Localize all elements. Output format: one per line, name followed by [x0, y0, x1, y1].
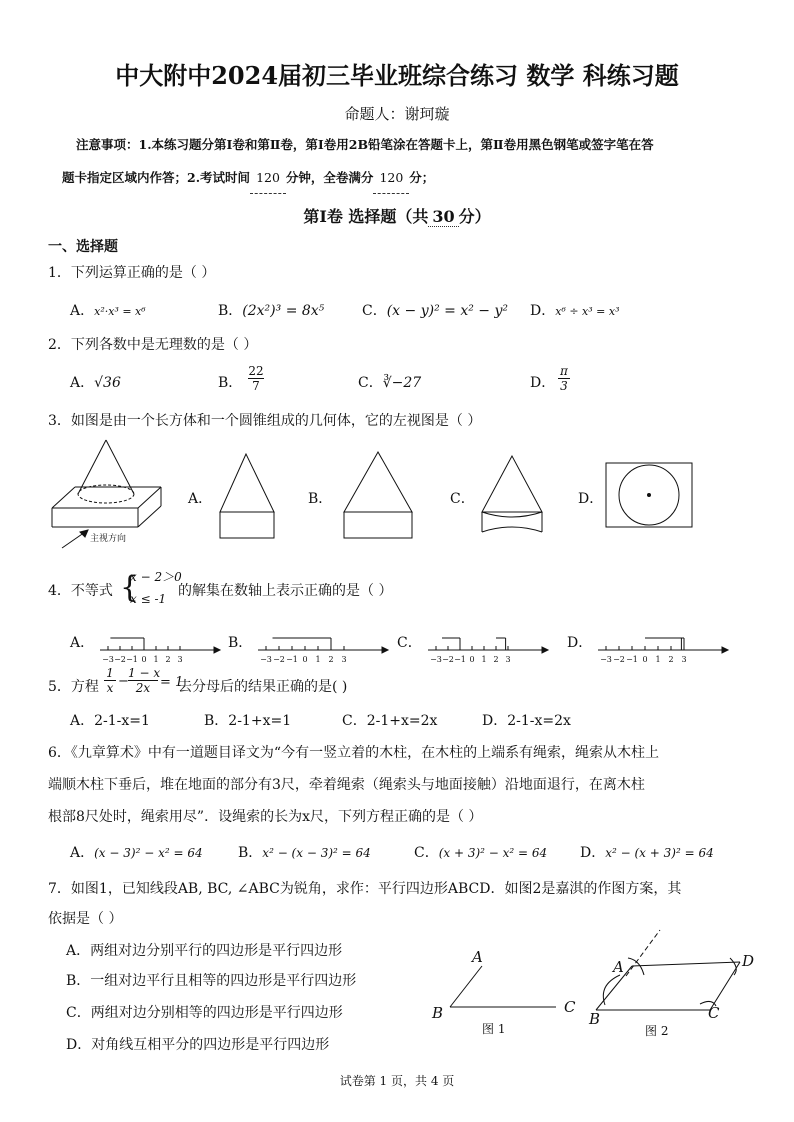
author-line: 命题人：谢珂璇 — [344, 105, 450, 123]
section-suffix: 分） — [458, 207, 491, 226]
q7-fig2-point-d: D — [742, 952, 755, 970]
full-score-value: 120 — [373, 163, 409, 194]
q6-line-1: 6．《九章算术》中有一道题目译文为“今有一竖立着的木柱，在木柱的上端系有绳索，绳索从木柱上 — [48, 745, 660, 761]
part-heading: 一、选择题 — [48, 239, 118, 255]
notice-text-a: 题卡指定区域内作答；2.考试时间 — [62, 170, 251, 185]
q4-tick-label-d: −2 — [613, 655, 625, 664]
q5-option-c: C．2-1+x=2x — [342, 713, 438, 729]
q7-line-2: 依据是（ ） — [48, 911, 123, 927]
q5-minus: − — [118, 674, 129, 689]
q4-inequality-2: x ≤ -1 — [130, 592, 167, 606]
q1-d-label: D． — [530, 303, 556, 319]
q1-a-expr: x²·x³ = x⁶ — [94, 305, 146, 318]
q4-brace: { — [120, 570, 140, 605]
q7-option-d: D．对角线互相平分的四边形是平行四边形 — [66, 1037, 330, 1053]
q4-option-a-label: A． — [70, 635, 95, 651]
q6-a-label: A． — [70, 845, 95, 861]
q4-tick-label-a: 0 — [141, 655, 147, 664]
section-points: 30 — [428, 207, 458, 227]
q4-inequality-1: x − 2＞0 — [130, 570, 182, 584]
q5-option-b: B．2-1+x=1 — [204, 713, 292, 729]
q1-c-label: C． — [362, 303, 387, 319]
q7-fig2-caption: 图 2 — [645, 1024, 669, 1038]
q4-option-c-label: C． — [397, 635, 422, 651]
page-title: 中大附中2024届初三毕业班综合练习 数学 科练习题 — [115, 61, 679, 90]
q5-stem-a: 5．方程 — [48, 679, 99, 695]
q1-d-expr: x⁶ ÷ x³ = x³ — [555, 305, 620, 318]
q4-tick-label-d: 2 — [668, 655, 674, 664]
notice-text-c: 分； — [409, 170, 435, 185]
q4-tick-label-a: 1 — [153, 655, 159, 664]
q4-tick-label-b: 1 — [315, 655, 321, 664]
q6-a-expr: (x − 3)² − x² = 64 — [94, 846, 203, 860]
q3-stem: 3．如图是由一个长方体和一个圆锥组成的几何体，它的左视图是（ ） — [48, 413, 482, 429]
q4-tick-label-c: 0 — [469, 655, 475, 664]
q2-d-numerator: π — [558, 364, 570, 379]
q4-tick-label-d: −3 — [600, 655, 612, 664]
q2-b-denominator: 7 — [252, 379, 260, 393]
q5-option-a: A．2-1-x=1 — [70, 713, 150, 729]
q4-tick-label-b: 2 — [328, 655, 334, 664]
q2-option-b-label: B． — [218, 375, 243, 391]
q6-c-expr: (x + 3)² − x² = 64 — [438, 846, 548, 860]
q6-c-label: C． — [414, 845, 439, 861]
q4-tick-label-c: −3 — [430, 655, 442, 664]
q5-f1-numerator: 1 — [104, 666, 116, 681]
q2-stem: 2．下列各数中是无理数的是（ ） — [48, 337, 258, 353]
q7-fig1-point-b: B — [432, 1004, 444, 1022]
q4-tick-label-b: −2 — [273, 655, 285, 664]
q4-tick-label-b: 0 — [302, 655, 308, 664]
q2-c-label: C． — [358, 375, 383, 391]
q4-option-d-label: D． — [567, 635, 593, 651]
q3-option-a-label: A． — [188, 491, 213, 507]
q7-figure-1 — [450, 966, 556, 1007]
q4-tick-label-c: 2 — [493, 655, 499, 664]
q6-b-label: B． — [238, 845, 263, 861]
q7-fig2-point-a: A — [613, 958, 624, 976]
q1-stem: 1．下列运算正确的是（ ） — [48, 265, 216, 281]
q2-a-label: A． — [70, 375, 95, 391]
notice-line-1: 注意事项：1.本练习题分第Ⅰ卷和第Ⅱ卷，第Ⅰ卷用2B铅笔涂在答题卡上，第Ⅱ卷用黑色钢笔或签字笔在答 — [76, 137, 654, 152]
q6-d-expr: x² − (x + 3)² = 64 — [605, 846, 714, 860]
q4-tick-label-a: −1 — [126, 655, 138, 664]
q1-c-expr: (x − y)² = x² − y² — [386, 303, 508, 319]
notice-text-b: 分钟，全卷满分 — [285, 170, 374, 185]
q5-option-d: D．2-1-x=2x — [482, 713, 571, 729]
q7-fig1-point-a: A — [472, 948, 483, 966]
q2-d-denominator: 3 — [560, 379, 568, 393]
q4-tick-label-b: −3 — [260, 655, 272, 664]
page-footer: 试卷第 1 页，共 4 页 — [339, 1074, 455, 1088]
q5-f2-denominator: 2x — [135, 681, 151, 695]
q7-option-a: A．两组对边分别平行的四边形是平行四边形 — [66, 943, 343, 959]
q4-tick-label-c: −2 — [442, 655, 454, 664]
q3-view-direction-label: 主视方向 — [90, 534, 127, 544]
q7-option-c: C．两组对边分别相等的四边形是平行四边形 — [66, 1005, 343, 1021]
q7-line-1: 7．如图1，已知线段AB, BC, ∠ABC为锐角，求作：平行四边形ABCD．如图2是嘉淇的作图方案，其 — [48, 881, 682, 897]
q5-f1-denominator: x — [106, 681, 114, 695]
q4-tick-label-d: 3 — [681, 655, 687, 664]
q4-tick-label-a: 2 — [165, 655, 171, 664]
q3-option-b-label: B． — [308, 491, 333, 507]
q6-line-2: 端顺木柱下垂后，堆在地面的部分有3尺，牵着绳索（绳索头与地面接触）沿地面退行，在离木柱 — [48, 777, 645, 793]
q4-tick-label-d: 1 — [655, 655, 661, 664]
q4-tick-label-b: 3 — [341, 655, 347, 664]
q4-tick-label-a: 3 — [177, 655, 183, 664]
q4-tick-label-b: −1 — [286, 655, 298, 664]
q4-option-b-label: B． — [228, 635, 253, 651]
q3-option-d-label: D． — [578, 491, 604, 507]
q2-b-numerator: 22 — [248, 364, 264, 378]
exam-time-value: 120 — [250, 163, 286, 194]
q7-fig1-caption: 图 1 — [482, 1022, 506, 1036]
q4-tick-label-a: −2 — [114, 655, 126, 664]
q5-f2-numerator: 1 − x — [128, 666, 161, 680]
q1-b-expr: (2x²)³ = 8x⁵ — [242, 303, 325, 319]
q3-option-c-label: C． — [450, 491, 475, 507]
q6-b-expr: x² − (x − 3)² = 64 — [262, 846, 371, 860]
q1-b-label: B． — [218, 303, 243, 319]
q7-fig2-point-b: B — [589, 1010, 601, 1028]
q4-stem-b: 的解集在数轴上表示正确的是（ ） — [178, 583, 393, 599]
q2-c-expr: ∛−27 — [382, 375, 422, 391]
q4-tick-label-d: −1 — [626, 655, 638, 664]
q6-d-label: D． — [580, 845, 606, 861]
q7-fig1-point-c: C — [564, 998, 576, 1016]
q4-tick-label-c: −1 — [454, 655, 466, 664]
q2-a-expr: √36 — [94, 375, 121, 391]
q4-tick-label-c: 3 — [505, 655, 511, 664]
q2-option-d-label: D． — [530, 375, 556, 391]
q5-stem-b: 去分母后的结果正确的是( ) — [178, 679, 348, 695]
q4-tick-label-a: −3 — [102, 655, 114, 664]
q1-a-label: A． — [70, 303, 95, 319]
q4-stem-a: 4．不等式 — [48, 583, 113, 599]
q6-line-3: 根部8尺处时，绳索用尽”．设绳索的长为x尺，下列方程正确的是（ ） — [48, 809, 483, 825]
q4-tick-label-d: 0 — [642, 655, 648, 664]
q7-fig2-point-c: C — [708, 1004, 720, 1022]
q4-tick-label-c: 1 — [481, 655, 487, 664]
q7-option-b: B．一组对边平行且相等的四边形是平行四边形 — [66, 973, 357, 989]
section-prefix: 第Ⅰ卷 选择题（共 — [303, 207, 429, 226]
q5-equals: = 1 — [160, 675, 184, 690]
